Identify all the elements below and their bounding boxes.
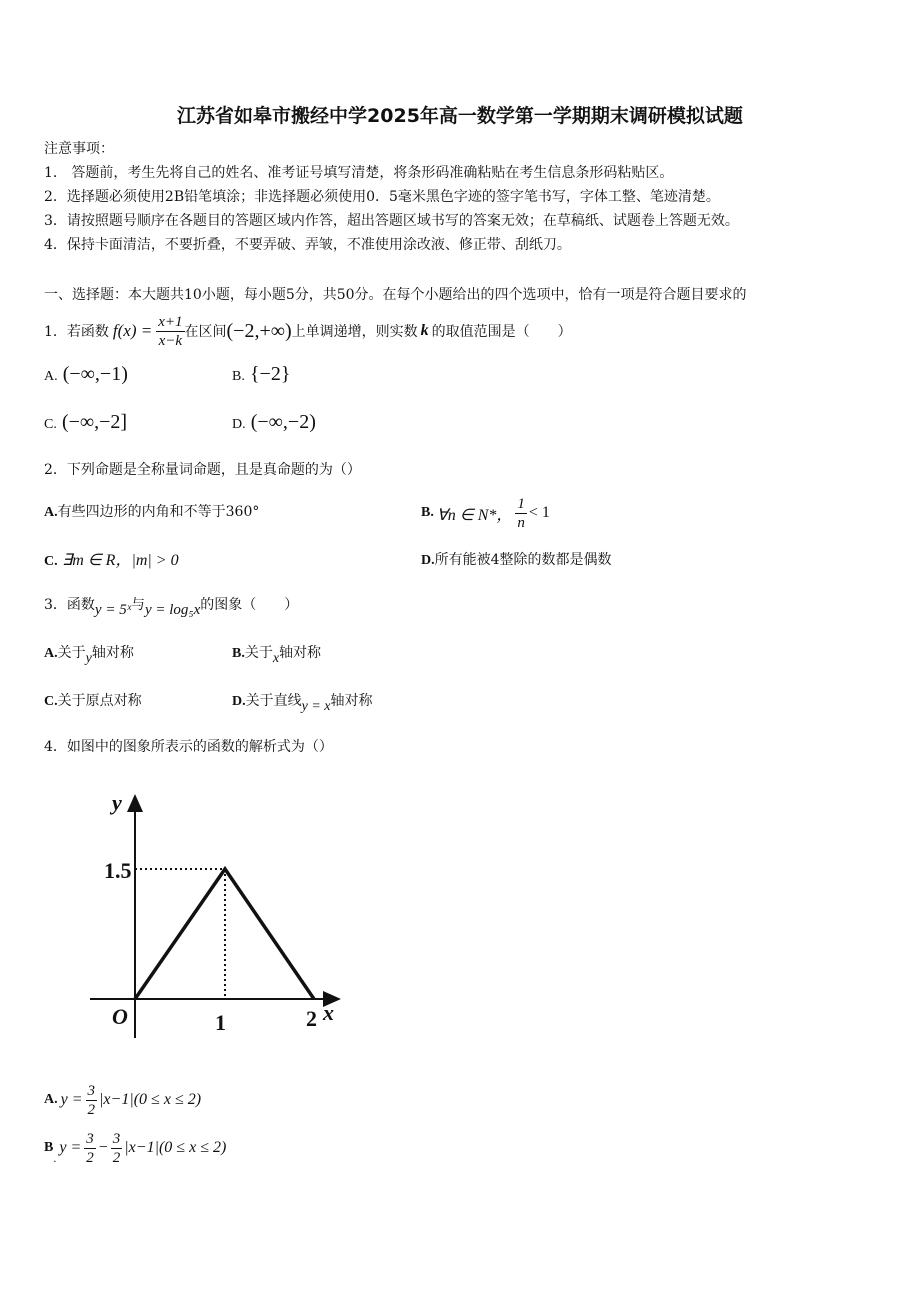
section-heading: 一、选择题：本大题共10小题，每小题5分，共50分。在每个小题给出的四个选项中，恰有一项是符合题目要求的 xyxy=(44,287,747,303)
page-title: 江苏省如皋市搬经中学2025年高一数学第一学期期末调研模拟试题 xyxy=(177,105,743,127)
q1-mid: 在区间 xyxy=(184,324,227,340)
notes-heading: 注意事项： xyxy=(44,141,114,157)
q1-end: 的取值范围是（ ） xyxy=(431,324,572,340)
q1-suffix: 上单调递增，则实数 xyxy=(291,324,418,340)
q2-option-d: D.所有能被4整除的数都是偶数 xyxy=(421,552,612,568)
q3-option-c: C.关于原点对称 xyxy=(44,693,142,709)
q4-option-b: B . y = $\frac{3}{2}$ − $\frac{3}{2}$ |x−1|(0 ≤ x ≤ 2) xyxy=(44,1130,227,1166)
q1-option-b: B. {−2} xyxy=(232,363,291,385)
q3-option-b: B.关于x轴对称 xyxy=(232,645,322,666)
q1-option-a: A. (−∞,−1) xyxy=(44,363,128,385)
question-4: 4．如图中的图象所表示的函数的解析式为（） xyxy=(44,739,333,755)
x-tick-label-1: 1 xyxy=(215,1010,226,1035)
q2-option-a: A.有些四边形的内角和不等于360° xyxy=(44,504,260,520)
q1-k: k xyxy=(420,322,429,339)
y-axis-label: y xyxy=(112,790,122,815)
q1-prefix: 1．若函数 xyxy=(44,324,109,340)
q1-option-c: C. (−∞,−2] xyxy=(44,411,128,433)
question-1 xyxy=(44,308,572,354)
q3-option-a: A.关于y轴对称 xyxy=(44,645,134,666)
question-3: 3．函数y = 5ˣ与y = log₅x的图象（ ） xyxy=(44,597,299,618)
q2-option-c: C. ∃m ∈ R，|m| > 0 xyxy=(44,552,179,569)
q3-option-d: D.关于直线y = x轴对称 xyxy=(232,693,373,714)
y-tick-label: 1.5 xyxy=(104,858,132,883)
note-item: 3．请按照题号顺序在各题目的答题区域内作答，超出答题区域书写的答案无效；在草稿纸、试题卷上答题无效。 xyxy=(44,213,739,229)
note-item: 4．保持卡面清洁，不要折叠，不要弄破、弄皱，不准使用涂改液、修正带、刮纸刀。 xyxy=(44,237,571,253)
q1-option-d: D. (−∞,−2) xyxy=(232,411,316,433)
x-tick-label-2: 2 xyxy=(306,1006,317,1031)
q4-option-a: A. y = $\frac{3}{2}$ |x−1|(0 ≤ x ≤ 2) xyxy=(44,1082,202,1118)
q1-numerator: x+1 xyxy=(158,313,183,330)
x-axis-label: x xyxy=(323,1000,334,1025)
question-2: 2．下列命题是全称量词命题，且是真命题的为（） xyxy=(44,462,361,478)
q1-function: f(x) = xyxy=(112,321,153,340)
q2-option-b: B. ∀n ∈ N*， $\frac{1}{n}$ < 1 xyxy=(421,495,550,531)
origin-label: O xyxy=(112,1004,128,1029)
q1-fraction xyxy=(156,313,184,350)
q1-interval: (−2,+∞) xyxy=(226,319,292,342)
note-item: 2．选择题必须使用2B铅笔填涂；非选择题必须使用0．5毫米黑色字迹的签字笔书写，字体工整、笔迹清楚。 xyxy=(44,189,720,205)
function-graph xyxy=(90,780,360,1050)
q1-denominator: x−k xyxy=(158,332,183,349)
note-item: 1． 答题前，考生先将自己的姓名、准考证号填写清楚，将条形码准确粘贴在考生信息条形码粘贴区。 xyxy=(44,165,674,181)
